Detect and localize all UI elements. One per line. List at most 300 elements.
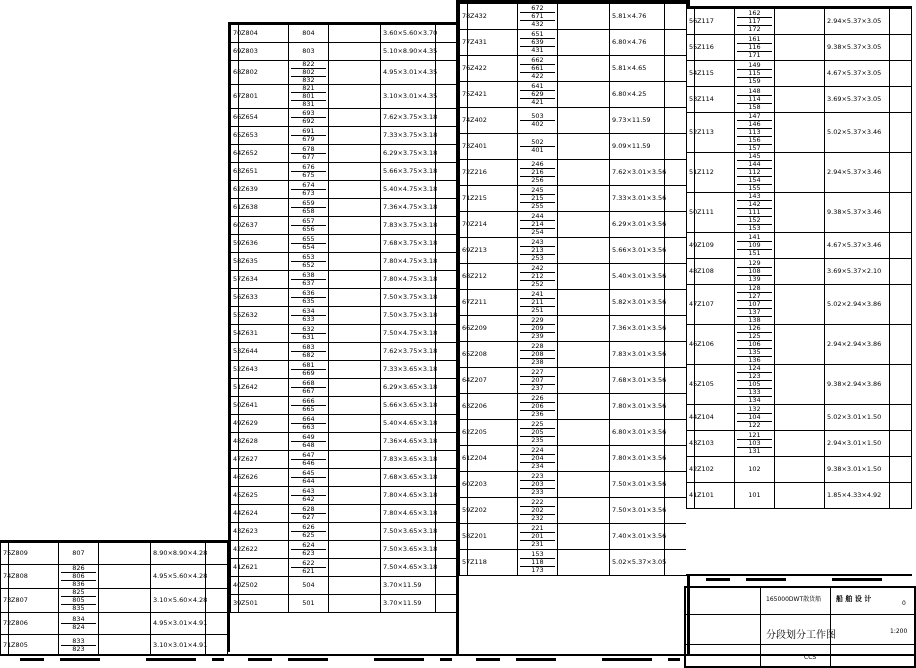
blank-cell bbox=[665, 212, 687, 238]
part-number: 825 bbox=[61, 589, 96, 597]
block-name-cell: Z653 bbox=[239, 127, 289, 145]
dimensions-cell: 9.38×5.37×3.05 bbox=[825, 35, 890, 61]
part-numbers-cell bbox=[289, 217, 329, 235]
table-row bbox=[231, 451, 458, 469]
dimensions-cell: 7.83×3.01×3.56 bbox=[610, 342, 665, 368]
part-numbers-cell bbox=[59, 589, 99, 613]
blank-cell bbox=[436, 469, 458, 487]
block-name-cell: Z117 bbox=[695, 9, 735, 35]
part-number: 161 bbox=[737, 36, 772, 44]
part-number: 129 bbox=[737, 260, 772, 268]
row-number-cell: 76 bbox=[460, 56, 468, 82]
blank-cell bbox=[436, 25, 458, 43]
dimensions-cell: 2.94×2.94×3.86 bbox=[825, 325, 890, 365]
drawing-title: 分段划分工作图 bbox=[766, 630, 836, 641]
blank-cell bbox=[890, 233, 912, 259]
block-name-cell: Z652 bbox=[239, 145, 289, 163]
block-name-cell: Z808 bbox=[9, 565, 59, 589]
part-number: 802 bbox=[291, 69, 326, 77]
part-number: 242 bbox=[520, 265, 555, 273]
table-row bbox=[460, 290, 687, 316]
part-number: 664 bbox=[291, 416, 326, 424]
part-number: 622 bbox=[291, 560, 326, 568]
dimensions-cell: 2.94×5.37×3.05 bbox=[825, 9, 890, 35]
dimensions-cell: 7.50×3.65×3.18 bbox=[381, 541, 436, 559]
blank-cell bbox=[436, 505, 458, 523]
blank-cell bbox=[775, 365, 825, 405]
part-number: 634 bbox=[291, 308, 326, 316]
block-name-cell: Z644 bbox=[239, 343, 289, 361]
row-number-cell: 39 bbox=[231, 595, 239, 613]
row-number-cell: 71 bbox=[460, 186, 468, 212]
part-numbers-cell bbox=[518, 186, 558, 212]
dimensions-cell: 7.80×3.01×3.56 bbox=[610, 394, 665, 420]
blank-cell bbox=[329, 43, 381, 61]
part-number: 147 bbox=[737, 113, 772, 121]
blank-cell bbox=[558, 420, 610, 446]
part-numbers-cell bbox=[289, 541, 329, 559]
part-numbers-cell bbox=[289, 451, 329, 469]
dimensions-cell: 3.69×5.37×3.05 bbox=[825, 87, 890, 113]
row-number-cell: 48 bbox=[231, 433, 239, 451]
blank-cell bbox=[436, 307, 458, 325]
blank-cell bbox=[329, 25, 381, 43]
block-schedule-panel-d bbox=[0, 540, 228, 654]
block-name-cell: Z204 bbox=[468, 446, 518, 472]
part-numbers-cell bbox=[518, 290, 558, 316]
blank-cell bbox=[665, 394, 687, 420]
blank-cell bbox=[206, 613, 228, 635]
part-number: 256 bbox=[531, 176, 544, 184]
blank-cell bbox=[436, 85, 458, 109]
part-number: 831 bbox=[302, 100, 315, 108]
row-number-cell: 42 bbox=[231, 541, 239, 559]
part-number: 134 bbox=[748, 396, 761, 404]
table-row bbox=[231, 433, 458, 451]
block-name-cell: Z629 bbox=[239, 415, 289, 433]
dimensions-cell: 3.69×5.37×2.10 bbox=[825, 259, 890, 285]
blank-cell bbox=[558, 212, 610, 238]
part-number: 667 bbox=[302, 387, 315, 395]
table-row bbox=[231, 469, 458, 487]
block-name-cell: Z213 bbox=[468, 238, 518, 264]
title-block bbox=[684, 586, 916, 668]
block-name-cell: Z101 bbox=[695, 483, 735, 509]
block-name-cell: Z804 bbox=[239, 25, 289, 43]
blank-cell bbox=[775, 233, 825, 259]
dimensions-cell: 7.68×3.01×3.56 bbox=[610, 368, 665, 394]
part-number: 647 bbox=[291, 452, 326, 460]
block-name-cell: Z622 bbox=[239, 541, 289, 559]
part-number: 643 bbox=[291, 488, 326, 496]
table-row bbox=[231, 541, 458, 559]
block-name-cell: Z625 bbox=[239, 487, 289, 505]
blank-cell bbox=[775, 457, 825, 483]
part-number: 824 bbox=[72, 623, 85, 631]
blank-cell bbox=[890, 483, 912, 509]
blank-cell bbox=[436, 577, 458, 595]
row-number-cell: 55 bbox=[687, 35, 695, 61]
block-name-cell: Z108 bbox=[695, 259, 735, 285]
part-number: 209 bbox=[520, 325, 555, 333]
part-number: 834 bbox=[61, 616, 96, 624]
block-schedule-panel-a bbox=[228, 22, 458, 652]
blank-cell bbox=[329, 85, 381, 109]
dimensions-cell: 6.80×3.01×3.56 bbox=[610, 420, 665, 446]
part-number: 665 bbox=[302, 405, 315, 413]
part-number: 693 bbox=[291, 110, 326, 118]
part-number: 145 bbox=[737, 153, 772, 161]
blank-cell bbox=[329, 577, 381, 595]
row-number-cell: 64 bbox=[231, 145, 239, 163]
part-number: 241 bbox=[520, 291, 555, 299]
row-number-cell: 74 bbox=[460, 108, 468, 134]
drawing-code: CCS bbox=[804, 654, 817, 661]
blank-cell bbox=[329, 433, 381, 451]
block-name-cell: Z803 bbox=[239, 43, 289, 61]
part-numbers-cell bbox=[518, 30, 558, 56]
row-number-cell: 62 bbox=[231, 181, 239, 199]
table-row bbox=[231, 289, 458, 307]
part-number: 116 bbox=[737, 44, 772, 52]
part-number: 655 bbox=[291, 236, 326, 244]
block-name-cell: Z627 bbox=[239, 451, 289, 469]
part-numbers-cell bbox=[59, 565, 99, 589]
table-row bbox=[687, 285, 912, 325]
part-numbers-cell bbox=[518, 394, 558, 420]
blank-cell bbox=[665, 446, 687, 472]
part-number: 652 bbox=[302, 261, 315, 269]
block-name-cell: Z633 bbox=[239, 289, 289, 307]
part-number: 212 bbox=[520, 273, 555, 281]
block-name-cell: Z502 bbox=[239, 577, 289, 595]
blank-cell bbox=[890, 259, 912, 285]
blank-cell bbox=[890, 61, 912, 87]
dimensions-cell: 5.66×3.01×3.56 bbox=[610, 238, 665, 264]
part-numbers-cell bbox=[735, 259, 775, 285]
part-numbers-cell bbox=[289, 271, 329, 289]
dimensions-cell: 5.02×2.94×3.86 bbox=[825, 285, 890, 325]
part-numbers-cell bbox=[735, 457, 775, 483]
row-number-cell: 65 bbox=[460, 342, 468, 368]
table-row bbox=[687, 457, 912, 483]
block-name-cell: Z634 bbox=[239, 271, 289, 289]
part-number: 153 bbox=[520, 551, 555, 559]
table-row bbox=[687, 233, 912, 259]
row-number-cell: 40 bbox=[231, 577, 239, 595]
part-number: 653 bbox=[291, 254, 326, 262]
blank-cell bbox=[436, 415, 458, 433]
row-number-cell: 44 bbox=[231, 505, 239, 523]
dimensions-cell: 7.50×4.75×3.18 bbox=[381, 325, 436, 343]
part-number: 644 bbox=[302, 477, 315, 485]
blank-cell bbox=[558, 342, 610, 368]
block-name-cell: Z118 bbox=[468, 550, 518, 576]
part-number: 131 bbox=[748, 447, 761, 455]
part-number: 143 bbox=[737, 193, 772, 201]
blank-cell bbox=[436, 271, 458, 289]
part-number: 233 bbox=[531, 488, 544, 496]
blank-cell bbox=[329, 181, 381, 199]
row-number-cell: 57 bbox=[231, 271, 239, 289]
dimensions-cell: 9.09×11.59 bbox=[610, 134, 665, 160]
table-row bbox=[687, 431, 912, 457]
table-row bbox=[231, 253, 458, 271]
row-number-cell: 47 bbox=[687, 285, 695, 325]
table-row bbox=[231, 505, 458, 523]
blank-cell bbox=[329, 127, 381, 145]
block-name-cell: Z107 bbox=[695, 285, 735, 325]
part-numbers-cell bbox=[518, 498, 558, 524]
part-number: 114 bbox=[737, 96, 772, 104]
part-number: 224 bbox=[520, 447, 555, 455]
part-number: 638 bbox=[291, 272, 326, 280]
blank-cell bbox=[665, 82, 687, 108]
part-number: 641 bbox=[520, 83, 555, 91]
row-number-cell: 41 bbox=[687, 483, 695, 509]
row-number-cell: 54 bbox=[687, 61, 695, 87]
part-number: 117 bbox=[737, 18, 772, 26]
blank-cell bbox=[775, 431, 825, 457]
block-table-c bbox=[686, 8, 912, 509]
blank-cell bbox=[99, 565, 151, 589]
part-number: 656 bbox=[302, 225, 315, 233]
table-row bbox=[231, 343, 458, 361]
blank-cell bbox=[775, 325, 825, 365]
row-number-cell: 58 bbox=[460, 524, 468, 550]
part-number: 623 bbox=[302, 549, 315, 557]
part-numbers-cell bbox=[289, 469, 329, 487]
blank-cell bbox=[436, 433, 458, 451]
blank-cell bbox=[329, 199, 381, 217]
dimensions-cell: 4.67×5.37×3.46 bbox=[825, 233, 890, 259]
row-number-cell: 75 bbox=[1, 543, 9, 565]
part-numbers-cell bbox=[289, 199, 329, 217]
block-schedule-panel-b bbox=[456, 0, 690, 659]
block-name-cell: Z807 bbox=[9, 589, 59, 613]
row-number-cell: 68 bbox=[460, 264, 468, 290]
part-number: 801 bbox=[291, 93, 326, 101]
part-numbers-cell bbox=[289, 145, 329, 163]
row-number-cell: 51 bbox=[231, 379, 239, 397]
block-name-cell: Z113 bbox=[695, 113, 735, 153]
blank-cell bbox=[665, 472, 687, 498]
table-row bbox=[231, 271, 458, 289]
dimensions-cell: 4.67×5.37×3.05 bbox=[825, 61, 890, 87]
blank-cell bbox=[775, 9, 825, 35]
part-number: 624 bbox=[291, 542, 326, 550]
row-number-cell: 59 bbox=[231, 235, 239, 253]
row-number-cell: 66 bbox=[460, 316, 468, 342]
blank-cell bbox=[665, 524, 687, 550]
block-name-cell: Z421 bbox=[468, 82, 518, 108]
blank-cell bbox=[775, 153, 825, 193]
blank-cell bbox=[436, 523, 458, 541]
part-numbers-cell bbox=[518, 368, 558, 394]
dimensions-cell: 2.94×5.37×3.46 bbox=[825, 153, 890, 193]
part-number: 636 bbox=[291, 290, 326, 298]
dimensions-cell: 4.95×3.01×4.35 bbox=[381, 61, 436, 85]
part-number: 805 bbox=[61, 597, 96, 605]
part-numbers-cell bbox=[289, 85, 329, 109]
table-row bbox=[687, 405, 912, 431]
block-name-cell: Z202 bbox=[468, 498, 518, 524]
blank-cell bbox=[436, 199, 458, 217]
blank-cell bbox=[775, 259, 825, 285]
dimensions-cell: 7.62×3.75×3.18 bbox=[381, 343, 436, 361]
block-name-cell: Z112 bbox=[695, 153, 735, 193]
row-number-cell: 49 bbox=[231, 415, 239, 433]
block-name-cell: Z402 bbox=[468, 108, 518, 134]
part-numbers-cell bbox=[518, 472, 558, 498]
dimensions-cell: 7.80×4.75×3.18 bbox=[381, 271, 436, 289]
blank-cell bbox=[329, 379, 381, 397]
row-number-cell: 71 bbox=[1, 635, 9, 657]
table-row bbox=[460, 108, 687, 134]
part-number: 136 bbox=[748, 356, 761, 364]
block-name-cell: Z106 bbox=[695, 325, 735, 365]
block-name-cell: Z201 bbox=[468, 524, 518, 550]
row-number-cell: 56 bbox=[687, 9, 695, 35]
blank-cell bbox=[329, 289, 381, 307]
dimensions-cell: 7.50×3.01×3.56 bbox=[610, 498, 665, 524]
blank-cell bbox=[329, 217, 381, 235]
blank-cell bbox=[665, 134, 687, 160]
part-number: 103 bbox=[737, 440, 772, 448]
dimensions-cell: 5.02×3.01×1.50 bbox=[825, 405, 890, 431]
blank-cell bbox=[436, 109, 458, 127]
blank-cell bbox=[329, 307, 381, 325]
part-numbers-cell bbox=[518, 550, 558, 576]
block-name-cell: Z637 bbox=[239, 217, 289, 235]
table-row bbox=[687, 325, 912, 365]
blank-cell bbox=[329, 523, 381, 541]
part-number: 229 bbox=[520, 317, 555, 325]
blank-cell bbox=[558, 108, 610, 134]
blank-cell bbox=[558, 264, 610, 290]
part-number: 401 bbox=[531, 146, 544, 154]
part-numbers-cell bbox=[735, 35, 775, 61]
blank-cell bbox=[775, 35, 825, 61]
part-number: 152 bbox=[737, 217, 772, 225]
project-name: 165000DWT散货船 bbox=[766, 596, 822, 603]
block-name-cell: Z214 bbox=[468, 212, 518, 238]
dimensions-cell: 7.50×3.01×3.56 bbox=[610, 472, 665, 498]
part-number: 243 bbox=[520, 239, 555, 247]
block-name-cell: Z104 bbox=[695, 405, 735, 431]
part-number: 201 bbox=[520, 533, 555, 541]
table-row bbox=[460, 368, 687, 394]
part-number: 626 bbox=[291, 524, 326, 532]
table-row bbox=[460, 446, 687, 472]
blank-cell bbox=[329, 541, 381, 559]
blank-cell bbox=[436, 451, 458, 469]
part-number: 111 bbox=[737, 209, 772, 217]
dimensions-cell: 3.60×5.60×3.70 bbox=[381, 25, 436, 43]
part-numbers-cell bbox=[289, 163, 329, 181]
part-number: 101 bbox=[748, 491, 761, 499]
part-numbers-cell bbox=[518, 56, 558, 82]
table-row bbox=[460, 56, 687, 82]
part-numbers-cell bbox=[735, 153, 775, 193]
row-number-cell: 62 bbox=[460, 420, 468, 446]
part-number: 173 bbox=[531, 566, 544, 574]
part-number: 657 bbox=[291, 218, 326, 226]
row-number-cell: 46 bbox=[231, 469, 239, 487]
part-numbers-cell bbox=[289, 181, 329, 199]
part-numbers-cell bbox=[289, 379, 329, 397]
dimensions-cell: 7.33×3.65×3.18 bbox=[381, 361, 436, 379]
part-number: 806 bbox=[61, 573, 96, 581]
part-number: 629 bbox=[520, 91, 555, 99]
dimensions-cell: 5.02×5.37×3.46 bbox=[825, 113, 890, 153]
block-name-cell: Z432 bbox=[468, 4, 518, 30]
table-row bbox=[687, 9, 912, 35]
part-number: 681 bbox=[291, 362, 326, 370]
part-numbers-cell bbox=[518, 238, 558, 264]
blank-cell bbox=[99, 589, 151, 613]
part-number: 807 bbox=[72, 549, 85, 557]
blank-cell bbox=[436, 217, 458, 235]
blank-cell bbox=[436, 559, 458, 577]
blank-cell bbox=[329, 397, 381, 415]
blank-cell bbox=[890, 193, 912, 233]
part-number: 228 bbox=[520, 343, 555, 351]
blank-cell bbox=[665, 368, 687, 394]
row-number-cell: 52 bbox=[687, 113, 695, 153]
part-number: 109 bbox=[737, 242, 772, 250]
dimensions-cell: 7.36×3.01×3.56 bbox=[610, 316, 665, 342]
part-number: 135 bbox=[737, 349, 772, 357]
blank-cell bbox=[206, 543, 228, 565]
part-number: 151 bbox=[748, 249, 761, 257]
part-number: 658 bbox=[302, 207, 315, 215]
row-number-cell: 68 bbox=[231, 61, 239, 85]
part-number: 172 bbox=[748, 25, 761, 33]
part-number: 421 bbox=[531, 98, 544, 106]
part-number: 666 bbox=[291, 398, 326, 406]
block-name-cell: Z111 bbox=[695, 193, 735, 233]
table-row bbox=[231, 361, 458, 379]
row-number-cell: 72 bbox=[460, 160, 468, 186]
blank-cell bbox=[890, 87, 912, 113]
part-numbers-cell bbox=[735, 113, 775, 153]
part-number: 154 bbox=[737, 177, 772, 185]
row-number-cell: 53 bbox=[231, 343, 239, 361]
blank-cell bbox=[329, 235, 381, 253]
blank-cell bbox=[329, 109, 381, 127]
dimensions-cell: 7.50×3.75×3.18 bbox=[381, 289, 436, 307]
part-number: 691 bbox=[291, 128, 326, 136]
blank-cell bbox=[329, 325, 381, 343]
block-name-cell: Z654 bbox=[239, 109, 289, 127]
part-number: 222 bbox=[520, 499, 555, 507]
table-row bbox=[231, 25, 458, 43]
table-row bbox=[231, 415, 458, 433]
part-number: 253 bbox=[531, 254, 544, 262]
blank-cell bbox=[558, 134, 610, 160]
blank-cell bbox=[665, 550, 687, 576]
part-number: 503 bbox=[520, 113, 555, 121]
part-number: 255 bbox=[531, 202, 544, 210]
row-number-cell: 44 bbox=[687, 405, 695, 431]
blank-cell bbox=[558, 524, 610, 550]
part-number: 115 bbox=[737, 70, 772, 78]
blank-cell bbox=[665, 108, 687, 134]
table-row bbox=[231, 163, 458, 181]
part-numbers-cell bbox=[289, 433, 329, 451]
row-number-cell: 48 bbox=[687, 259, 695, 285]
